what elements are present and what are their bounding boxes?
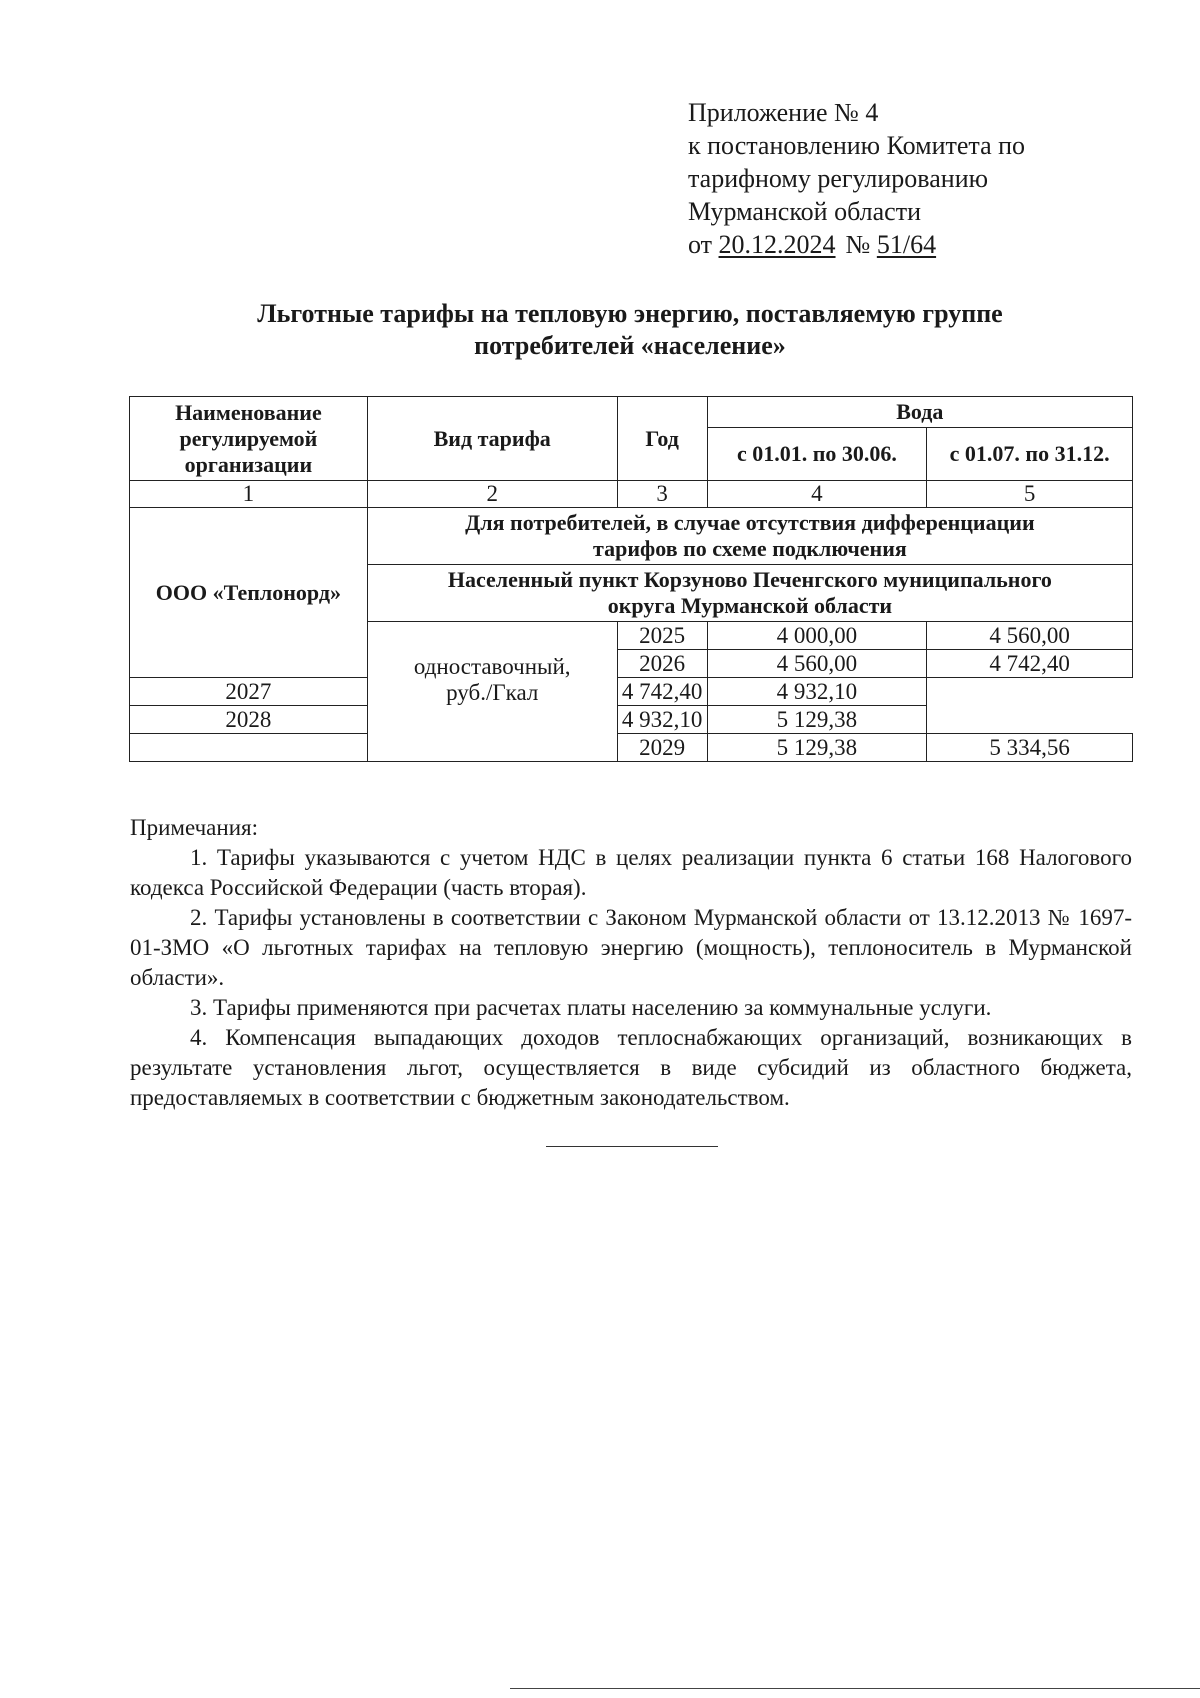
end-separator-line [546,1146,718,1147]
year-cell: 2025 [617,622,707,650]
consumer-group-line-1: Для потребителей, в случае отсутствия дифференциации [465,510,1035,535]
year-cell: 2028 [130,706,368,734]
appendix-line-1: Приложение № 4 [688,98,879,127]
header-org-line-2: регулируемой [179,425,318,451]
appendix-line-4: Мурманской области [688,197,921,226]
notes-label: Примечания: [130,815,258,840]
notes-section [130,813,1132,1113]
note-item: 4. Компенсация выпадающих доходов теплоснабжающих организаций, возникающих в результате установления льгот, осуществляется в виде субсидий из областного бюджета, предоставляемых в соответствии с бюджетным законодательством. [130,1025,1132,1110]
header-tariff-type: Вид тарифа [367,397,617,481]
appendix-header [688,96,1108,261]
tariff-h2-cell: 4 560,00 [927,622,1133,650]
consumer-group-row [130,508,1133,565]
header-organization [130,397,368,481]
header-row-1 [130,397,1133,428]
tariff-h2-cell: 5 334,56 [927,734,1133,762]
column-index: 1 [130,481,368,508]
tariff-h2-cell: 4 932,10 [707,678,927,706]
appendix-line-3: тарифному регулированию [688,164,989,193]
note-item: 1. Тарифы указываются с учетом НДС в целях реализации пункта 6 статьи 168 Налогового кодекса Российской Федерации (часть вторая). [130,845,1132,900]
header-org-line-3: организации [184,451,313,477]
tariff-h1-cell: 4 742,40 [617,678,707,706]
year-cell: 2029 [617,734,707,762]
tariff-h1-cell: 4 560,00 [707,650,927,678]
appendix-date-line [688,228,1108,261]
scan-edge-line [510,1688,1200,1689]
title-line-1: Льготные тарифы на тепловую энергию, поставляемую группе [257,299,1003,328]
table-row [130,678,1133,706]
tariff-kind [367,622,617,762]
tariffs-table [129,396,1133,762]
header-period-2: с 01.07. по 31.12. [927,428,1133,481]
column-index: 4 [707,481,927,508]
table-row [130,706,1133,734]
header-year: Год [617,397,707,481]
year-cell: 2027 [130,678,368,706]
resolution-date: 20.12.2024 [718,230,836,259]
note-item: 3. Тарифы применяются при расчетах платы населению за коммунальные услуги. [190,995,992,1020]
tariff-h1-cell: 4 932,10 [617,706,707,734]
tariff-kind-line-2: руб./Гкал [446,679,539,705]
appendix-line-2: к постановлению Комитета по [688,131,1026,160]
document-title [130,298,1130,362]
column-index: 5 [927,481,1133,508]
title-line-2: потребителей «население» [474,331,786,360]
resolution-number: 51/64 [876,230,937,259]
note-item: 2. Тарифы установлены в соответствии с Законом Мурманской области от 13.12.2013 № 1697-01-ЗМО «О льготных тарифах на тепловую энергию (мощность), теплоноситель в Мурманской области». [130,905,1132,990]
header-period-1: с 01.01. по 30.06. [707,428,927,481]
settlement-label [367,565,1132,622]
tariff-kind-line-1: одноставочный, [413,653,571,679]
year-cell: 2026 [617,650,707,678]
settlement-line-1: Населенный пункт Корзуново Печенгского муниципального [447,567,1052,592]
tariff-h1-cell: 5 129,38 [707,734,927,762]
tariff-h2-cell: 5 129,38 [707,706,927,734]
header-water: Вода [707,397,1132,428]
column-index: 3 [617,481,707,508]
table-row [130,734,1133,762]
column-index: 2 [367,481,617,508]
header-org-line-1: Наименование [175,399,322,425]
organization-name: ООО «Теплонорд» [130,508,368,678]
settlement-line-2: округа Мурманской области [607,593,893,618]
consumer-group-label [367,508,1132,565]
tariff-h1-cell: 4 000,00 [707,622,927,650]
date-prefix: от [688,230,713,259]
consumer-group-line-2: тарифов по схеме подключения [593,536,907,561]
tariff-h2-cell: 4 742,40 [927,650,1133,678]
column-index-row [130,481,1133,508]
number-prefix: № [845,230,871,259]
